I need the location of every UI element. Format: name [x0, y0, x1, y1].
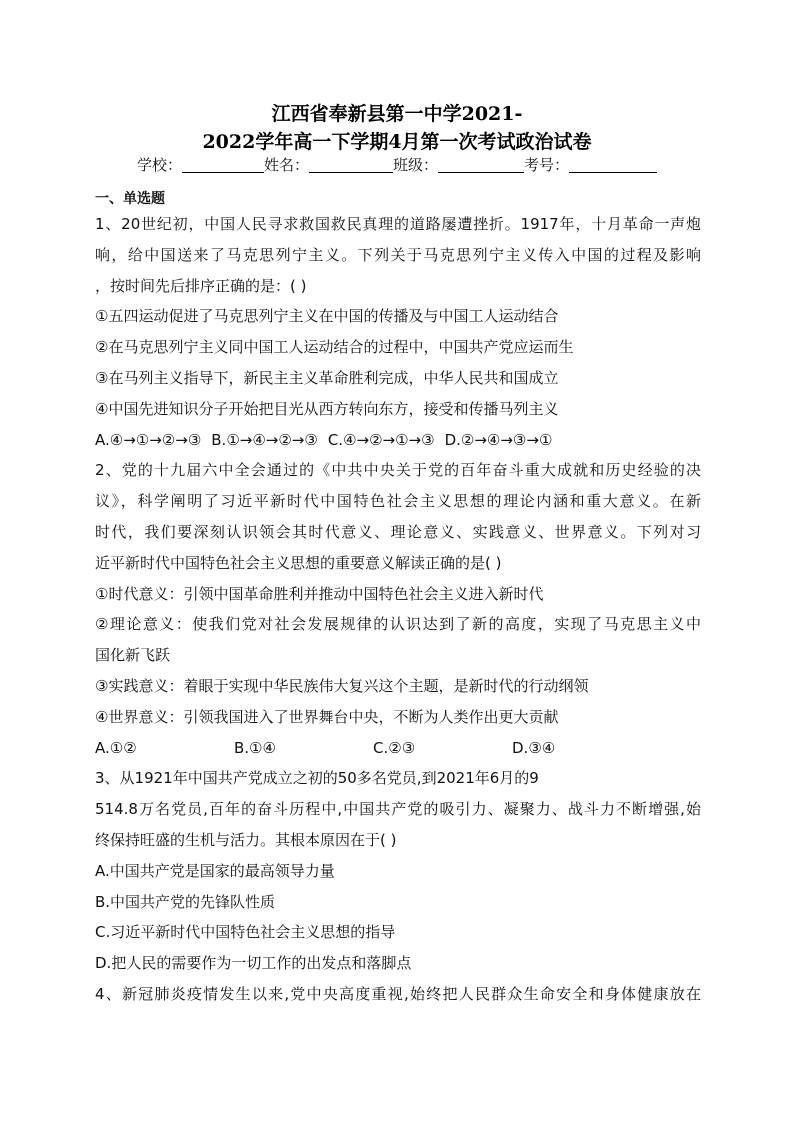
name-blank — [309, 157, 393, 173]
question-stem-line: 3、从1921年中国共产党成立之初的50多名党员,到2021年6月的9 — [95, 769, 539, 788]
section-heading: 一、单选题 — [95, 191, 165, 207]
option-b: B.①④ — [234, 738, 276, 757]
question-3 — [95, 763, 701, 979]
option-c: C.②③ — [373, 738, 416, 757]
class-label: 班级： — [393, 156, 439, 174]
school-blank — [182, 157, 264, 173]
statement-item: ①时代意义：引领中国革命胜利并推动中国特色社会主义进入新时代 — [95, 584, 544, 603]
option-b: B.中国共产党的先锋队性质 — [95, 892, 276, 911]
question-4 — [95, 979, 701, 1010]
question-stem-line: 2、党的十九届六中全会通过的《中共中央关于党的百年奋斗重大成就和历史经验的决 — [95, 461, 701, 480]
question-stem-line: 时代，我们要深刻认识领会其时代意义、理论意义、实践意义、世界意义。下列对习 — [95, 522, 701, 541]
statement-item-continuation: 国化新飞跃 — [95, 646, 171, 665]
student-info-row — [0, 154, 794, 175]
question-2 — [95, 455, 701, 763]
option-d: D.②→④→③→① — [444, 430, 553, 449]
question-area — [95, 189, 701, 1010]
question-stem-line: 近平新时代中国特色社会主义思想的重要意义解读正确的是( ) — [95, 553, 502, 572]
question-stem-line: ，按时间先后排序正确的是：( ) — [95, 276, 307, 295]
number-blank — [569, 157, 657, 173]
option-a: A.①② — [95, 738, 137, 757]
statement-item: ③在马列主义指导下，新民主主义革命胜利完成，中华人民共和国成立 — [95, 368, 559, 387]
statement-item: ④世界意义：引领我国进入了世界舞台中央，不断为人类作出更大贡献 — [95, 707, 559, 726]
option-d: D.③④ — [512, 738, 556, 757]
question-stem-line: 514.8万名党员,百年的奋斗历程中,中国共产党的吸引力、凝聚力、战斗力不断增强,始 — [95, 800, 701, 819]
question-stem-line: 4、新冠肺炎疫情发生以来,党中央高度重视,始终把人民群众生命安全和身体健康放在 — [95, 984, 701, 1003]
option-a: A.中国共产党是国家的最高领导力量 — [95, 861, 335, 880]
option-c: C.习近平新时代中国特色社会主义思想的指导 — [95, 923, 396, 942]
number-label: 考号： — [524, 156, 570, 174]
answer-options — [95, 733, 701, 764]
class-blank — [438, 157, 524, 173]
option-d: D.把人民的需要作为一切工作的出发点和落脚点 — [95, 954, 412, 973]
question-stem-line: 响，给中国送来了马克思列宁主义。下列关于马克思列宁主义传入中国的过程及影响 — [95, 245, 701, 264]
question-1 — [95, 209, 701, 455]
exam-title-line1: 江西省奉新县第一中学2021- — [271, 103, 523, 125]
answer-options — [95, 425, 701, 456]
option-a: A.④→①→②→③ — [95, 430, 202, 449]
statement-item: ①五四运动促进了马克思列宁主义在中国的传播及与中国工人运动结合 — [95, 307, 559, 326]
exam-title-line2: 2022学年高一下学期4月第一次考试政治试卷 — [202, 131, 592, 153]
question-stem-line: 终保持旺盛的生机与活力。其根本原因在于( ) — [95, 830, 397, 849]
statement-item: ②理论意义：使我们党对社会发展规律的认识达到了新的高度，实现了马克思主义中 — [95, 615, 701, 634]
statement-item: ②在马克思列宁主义同中国工人运动结合的过程中，中国共产党应运而生 — [95, 338, 574, 357]
school-label: 学校： — [136, 156, 182, 174]
statement-item: ③实践意义：着眼于实现中华民族伟大复兴这个主题，是新时代的行动纲领 — [95, 676, 589, 695]
statement-item: ④中国先进知识分子开始把目光从西方转向东方，接受和传播马列主义 — [95, 399, 559, 418]
option-c: C.④→②→①→③ — [327, 430, 435, 449]
question-stem-line: 1、20世纪初，中国人民寻求救国救民真理的道路屡遭挫折。1917年，十月革命一声炮 — [95, 215, 701, 233]
question-stem-line: 议》，科学阐明了习近平新时代中国特色社会主义思想的理论内涵和重大意义。在新 — [95, 492, 701, 511]
name-label: 姓名： — [263, 156, 309, 174]
option-b: B.①→④→②→③ — [211, 430, 318, 449]
